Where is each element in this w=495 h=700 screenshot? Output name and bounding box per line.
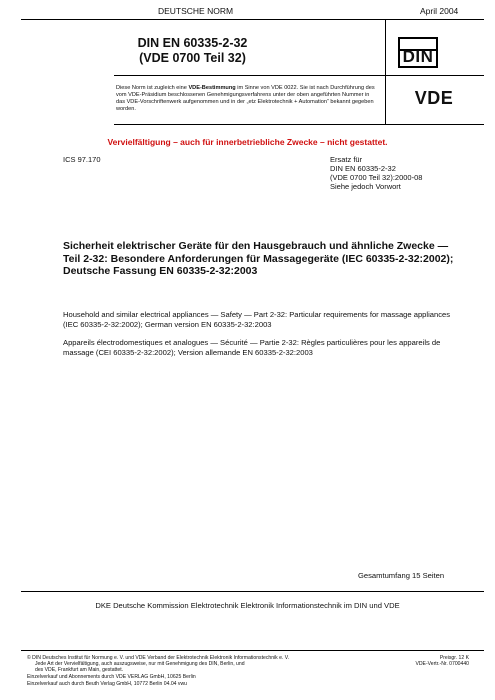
header-rule — [21, 19, 484, 20]
copyright-notice — [27, 655, 367, 687]
copyright-line: © DIN Deutsches Institut für Normung e. V. und VDE Verband der Elektrotechnik Elektronik Informationstechnik e. V. — [27, 655, 290, 661]
copyright-line: Jede Art der Vervielfältigung, auch auszugsweise, nur mit Genehmigung des DIN, Berlin, und — [35, 661, 245, 668]
german-title-line: Deutsche Fassung EN 60335-2-32:2003 — [63, 265, 258, 277]
replacement-info — [330, 155, 480, 191]
replacement-line: Ersatz für — [330, 155, 363, 164]
vde-notice-text-rest: im Sinne von VDE 0022. Sie ist nach Durchführung des vom VDE-Präsidium beschlossenen Genehmigungsverfahrens unter der oben angeführten Nummer in das VDE-Vorschriftenwerk aufgenommen und in der „etz Elektrotechnik + Automation“ bekannt gegeben worden. — [116, 85, 375, 112]
german-title-line: Sicherheit elektrischer Geräte für den Hausgebrauch und ähnliche Zwecke — — [63, 240, 449, 252]
din-logo — [398, 37, 438, 68]
replacement-line: Siehe jedoch Vorwort — [330, 182, 401, 191]
norm-type-label: DEUTSCHE NORM — [157, 6, 234, 16]
price-info — [397, 655, 469, 667]
din-number: DIN EN 60335-2-32 — [137, 36, 248, 50]
order-number: VDE-Vertr.-Nr. 0700440 — [415, 661, 469, 668]
vde-notice-bold: VDE-Bestimmung — [188, 85, 236, 91]
reproduction-notice: Vervielfältigung – auch für innerbetriebliche Zwecke – nicht gestattet. — [107, 137, 388, 147]
price-group: Preisgr. 12 K — [439, 655, 469, 661]
german-title — [63, 240, 463, 278]
vde-logo: VDE — [414, 88, 454, 108]
sales-line: Einzelverkauf auch durch Beuth Verlag GmbH, 10772 Berlin 04.04 vwu — [27, 681, 187, 688]
ics-code: ICS 97.170 — [63, 155, 101, 164]
dke-line: DKE Deutsche Kommission Elektrotechnik Elektronik Informationstechnik im DIN und VDE — [95, 601, 400, 610]
french-title: Appareils électrodomestiques et analogues — Sécurité — Partie 2-32: Règles particulières pour les appareils de massage (CEI 60335-2-32:2002); Version allemande EN 60335-2-32:2003 — [63, 338, 441, 357]
total-pages: Gesamtumfang 15 Seiten — [358, 571, 445, 580]
document-number — [0, 36, 385, 66]
english-title: Household and similar electrical appliances — Safety — Part 2-32: Particular requirements for massage appliances (IEC 60335-2-32:2002); German version EN 60335-2-32:2003 — [63, 310, 451, 329]
vde-number: (VDE 0700 Teil 32) — [139, 51, 246, 65]
din-logo-text: DIN — [402, 47, 434, 66]
block-rule-middle — [114, 75, 484, 76]
german-title-line: Teil 2-32: Besondere Anforderungen für Massagegeräte (IEC 60335-2-32:2002); — [63, 252, 454, 265]
vde-notice — [116, 85, 378, 113]
logo-divider — [385, 20, 386, 124]
copyright-line: des VDE, Frankfurt am Main, gestattet. — [35, 667, 124, 674]
publication-date: April 2004 — [420, 6, 459, 16]
footer-rule — [21, 650, 484, 651]
vde-notice-text: Diese Norm ist zugleich eine — [116, 85, 189, 91]
sales-line: Einzelverkauf und Abonnements durch VDE VERLAG GmbH, 10625 Berlin — [27, 674, 196, 681]
replacement-line: (VDE 0700 Teil 32):2000-08 — [330, 173, 423, 182]
block-rule-bottom — [114, 124, 484, 125]
dke-rule-top — [21, 591, 484, 592]
replacement-line: DIN EN 60335-2-32 — [330, 164, 396, 173]
